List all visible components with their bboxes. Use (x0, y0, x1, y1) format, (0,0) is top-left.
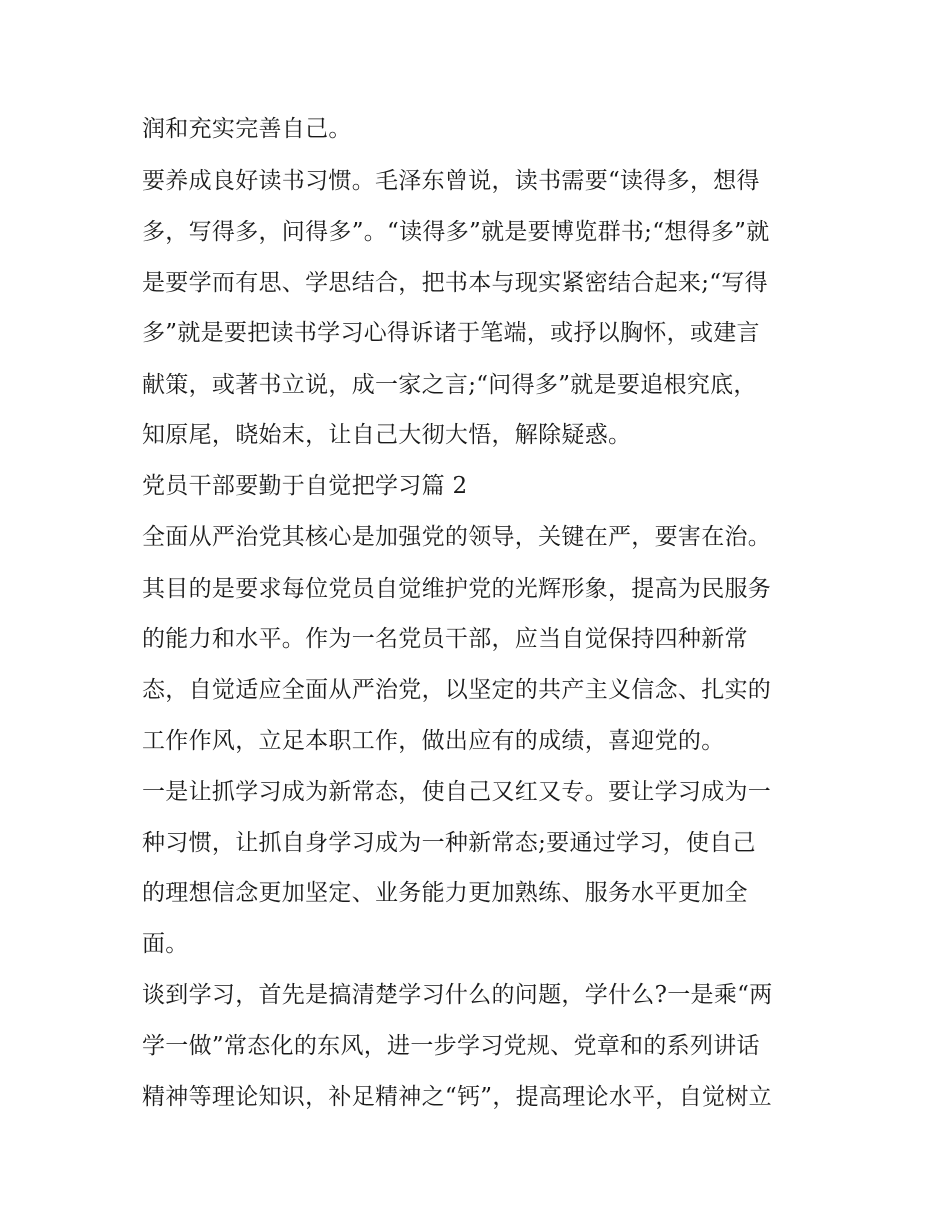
text-line: 精神等理论知识，补足精神之“钙”，提高理论水平，自觉树立 (142, 1084, 772, 1110)
text-line: 学一做”常态化的东风，进一步学习党规、党章和的系列讲话 (142, 1033, 760, 1059)
text-line: 全面从严治党其核心是加强党的领导，关键在严，要害在治。 (142, 524, 772, 550)
text-line: 其目的是要求每位党员自觉维护党的光辉形象，提高为民服务 (142, 576, 772, 602)
text-line: 润和充实完善自己。 (142, 116, 352, 142)
text-line: 的能力和水平。作为一名党员干部，应当自觉保持四种新常 (142, 626, 748, 652)
text-line: 要养成良好读书习惯。毛泽东曾说，读书需要“读得多，想得 (142, 168, 760, 194)
text-line: 知原尾，晓始末，让自己大彻大悟，解除疑惑。 (142, 422, 632, 448)
text-line: 工作作风，立足本职工作，做出应有的成绩，喜迎党的。 (142, 728, 725, 754)
text-line: 谈到学习，首先是搞清楚学习什么的问题，学什么?一是乘“两 (142, 982, 773, 1008)
text-line: 态，自觉适应全面从严治党，以坚定的共产主义信念、扎实的 (142, 677, 772, 703)
text-line: 的理想信念更加坚定、业务能力更加熟练、服务水平更加全 (142, 880, 748, 906)
text-line: 多”就是要把读书学习心得诉诸于笔端，或抒以胸怀，或建言 (142, 320, 760, 346)
text-line: 是要学而有思、学思结合，把书本与现实紧密结合起来;“写得 (142, 270, 768, 296)
text-line: 种习惯，让抓自身学习成为一种新常态;要通过学习，使自己 (142, 830, 756, 856)
text-line: 面。 (142, 931, 189, 957)
text-line: 献策，或著书立说，成一家之言;“问得多”就是要追根究底， (142, 372, 757, 398)
section-heading: 党员干部要勤于自觉把学习篇 2 (142, 473, 468, 499)
text-line: 多，写得多，问得多”。“读得多”就是要博览群书;“想得多”就 (142, 219, 770, 245)
text-line: 一是让抓学习成为新常态，使自己又红又专。要让学习成为一 (142, 779, 772, 805)
